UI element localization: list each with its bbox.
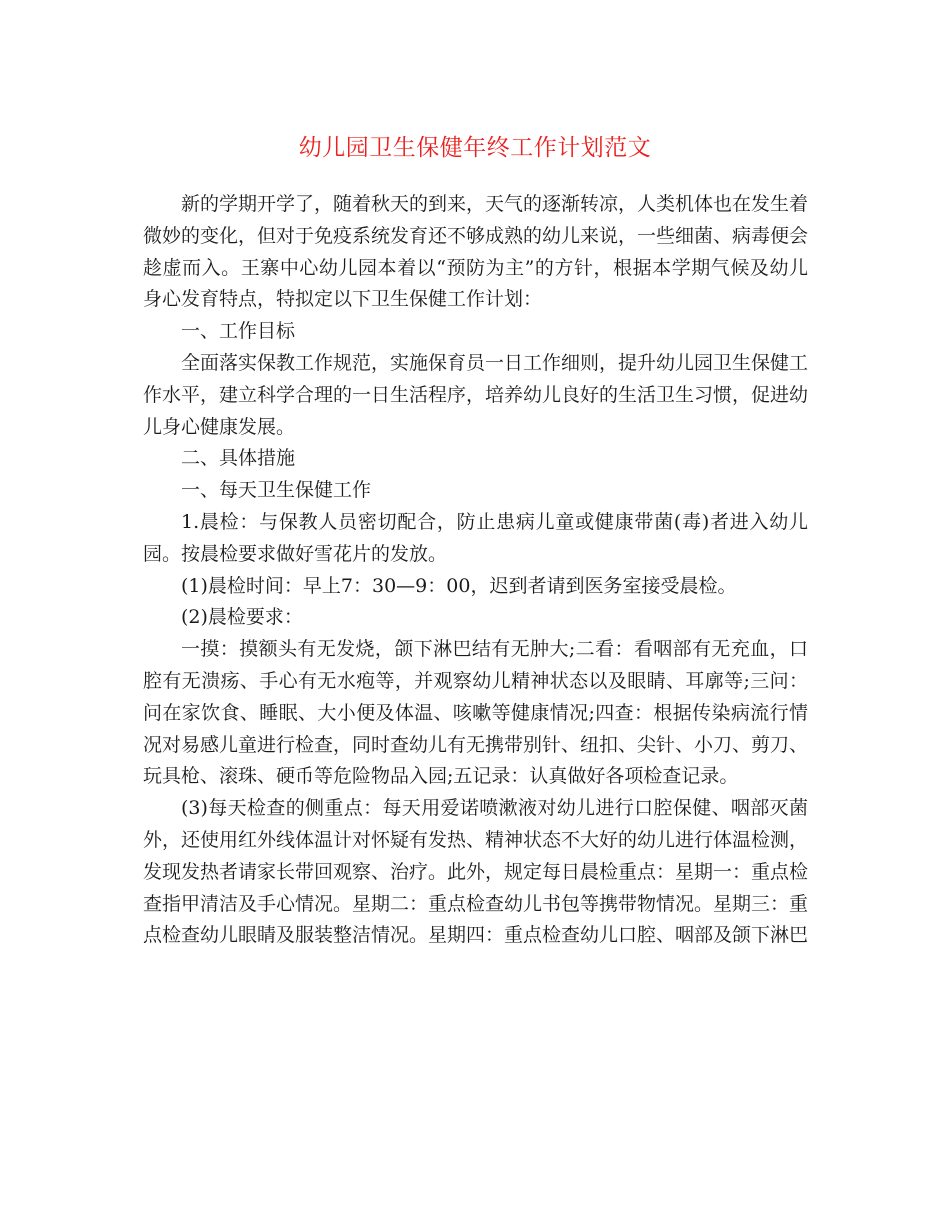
document-body <box>143 189 808 952</box>
paragraph-check-time: (1)晨检时间：早上7：30—9：00，迟到者请到医务室接受晨检。 <box>181 574 737 597</box>
heading-daily-health-work: 一、每天卫生保健工作 <box>181 479 372 502</box>
paragraph-intro: 新的学期开学了，随着秋天的到来，天气的逐渐转凉，人类机体也在发生着微妙的变化，但对于免疫系统发育还不够成熟的幼儿来说，一些细菌、病毒便会趁虚而入。王寨中心幼儿园本着以“预防为主”的方针，根据本学期气候及幼儿身心发育特点，特拟定以下卫生保健工作计划： <box>143 193 809 311</box>
document-title: 幼儿园卫生保健年终工作计划范文 <box>298 135 652 161</box>
paragraph-daily-focus: (3)每天检查的侧重点：每天用爱诺喷漱液对幼儿进行口腔保健、咽部灭菌外，还使用红外线体温计对怀疑有发热、精神状态不大好的幼儿进行体温检测，发现发热者请家长带回观察、治疗。此外，规定每日晨检重点：星期一：重点检查指甲清洁及手心情况。星期二：重点检查幼儿书包等携带物情况。星期三：重点检查幼儿眼睛及服装整洁情况。星期四：重点检查幼儿口腔、咽部及颌下淋巴 <box>143 797 809 947</box>
paragraph-check-steps: 一摸：摸额头有无发烧，颌下淋巴结有无肿大;二看：看咽部有无充血，口腔有无溃疡、手心有无水疱等，并观察幼儿精神状态以及眼睛、耳廓等;三问：问在家饮食、睡眠、大小便及体温、咳嗽等健康情况;四查：根据传染病流行情况对易感儿童进行检查，同时查幼儿有无携带别针、纽扣、尖针、小刀、剪刀、玩具枪、滚珠、硬币等危险物品入园;五记录：认真做好各项检查记录。 <box>143 638 809 788</box>
heading-work-goals: 一、工作目标 <box>181 320 296 343</box>
paragraph-morning-check: 1.晨检：与保教人员密切配合，防止患病儿童或健康带菌(毒)者进入幼儿园。按晨检要求做好雪花片的发放。 <box>143 510 808 565</box>
paragraph-work-goals: 全面落实保教工作规范，实施保育员一日工作细则，提升幼儿园卫生保健工作水平，建立科学合理的一日生活程序，培养幼儿良好的生活卫生习惯，促进幼儿身心健康发展。 <box>143 351 809 438</box>
heading-specific-measures: 二、具体措施 <box>181 447 296 470</box>
paragraph-check-requirements: (2)晨检要求： <box>181 606 303 629</box>
